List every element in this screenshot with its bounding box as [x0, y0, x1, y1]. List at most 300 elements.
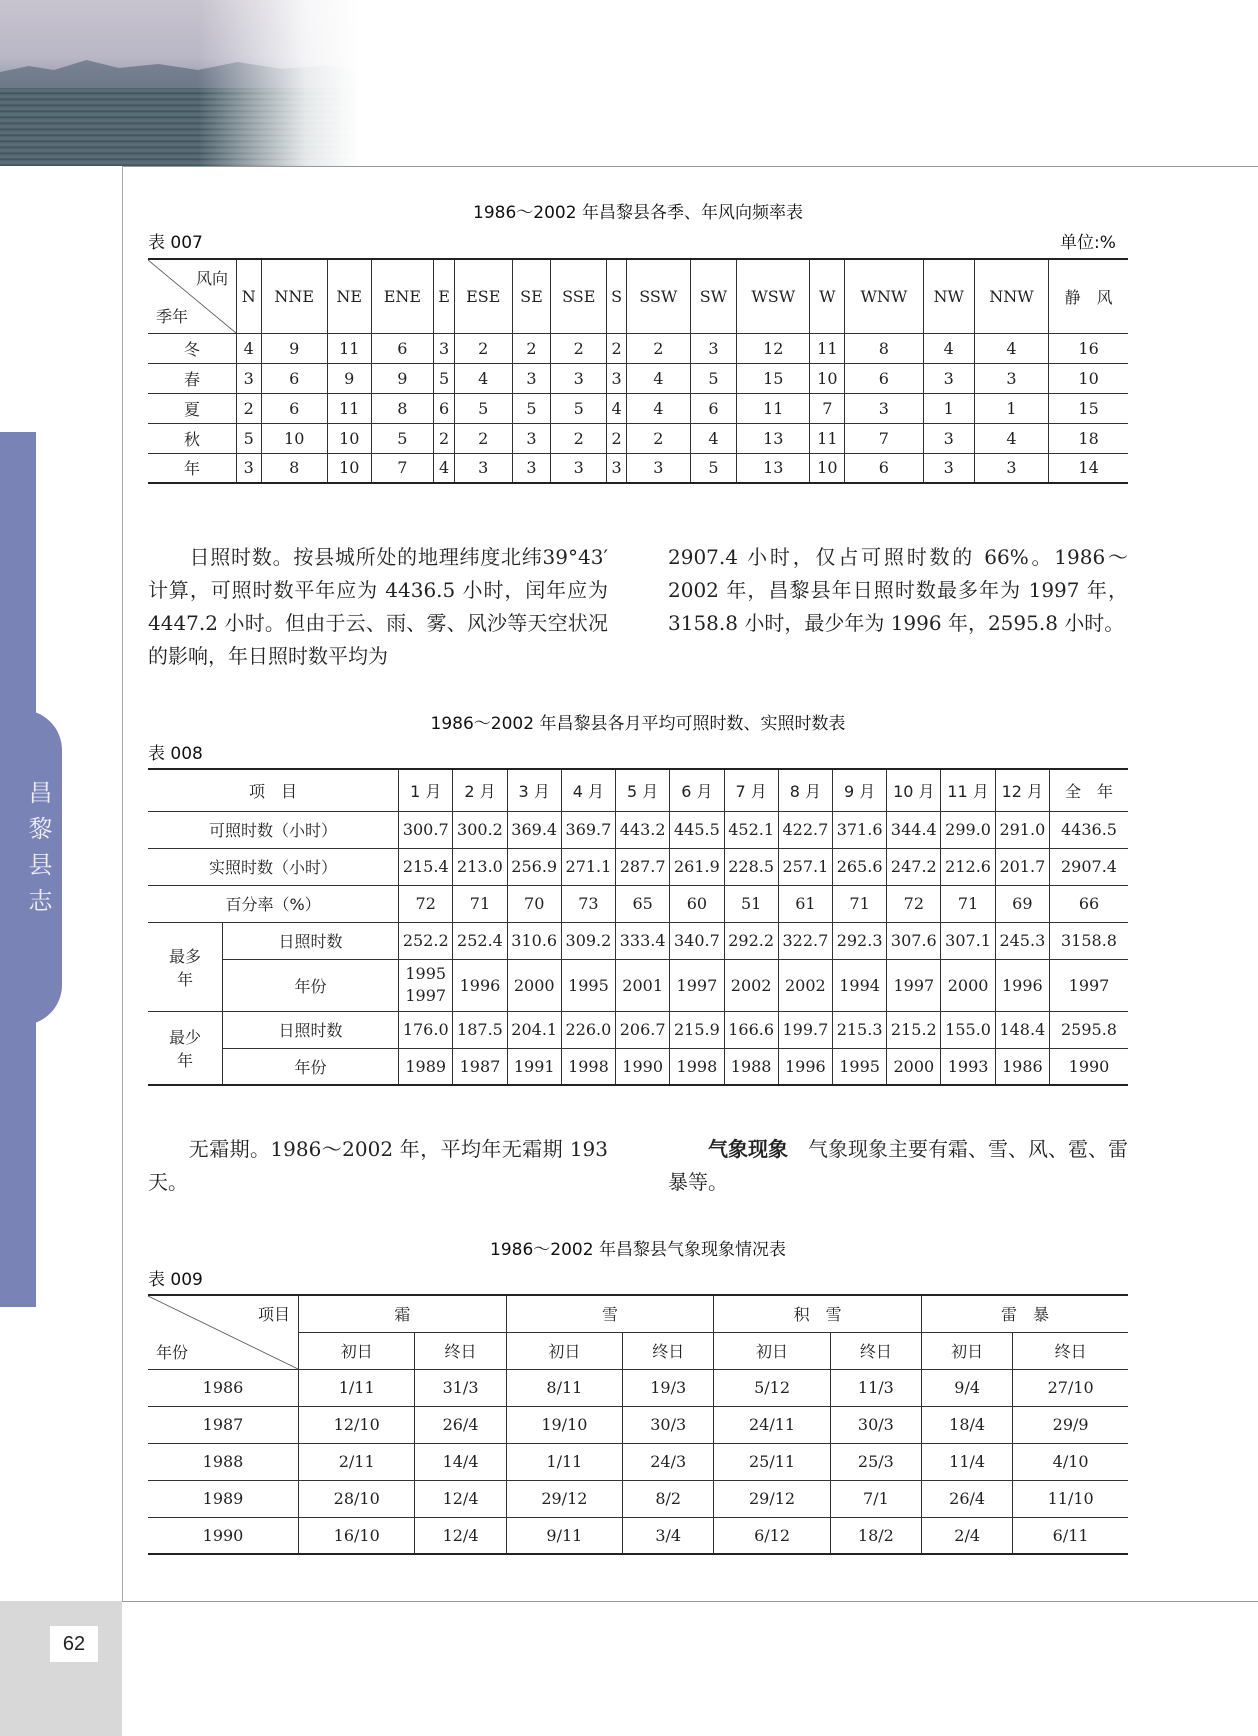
table-cell: 1986 [995, 1048, 1049, 1085]
table-cell: 28/10 [299, 1480, 415, 1517]
table-cell: 256.9 [507, 848, 561, 885]
max-year-group-label [148, 922, 223, 1011]
table-cell: 10 [327, 423, 371, 453]
sub-header: 初日 [714, 1332, 830, 1369]
table-cell: 11 [327, 393, 371, 423]
table-cell: 3 [512, 453, 551, 483]
table-cell: 2 [607, 423, 627, 453]
table-cell: 11/4 [922, 1443, 1013, 1480]
table-cell: 252.2 [399, 922, 453, 959]
month-header: 11 月 [941, 769, 995, 811]
table-cell: 8/2 [623, 1480, 714, 1517]
table-cell: 4 [434, 453, 455, 483]
table-cell: 155.0 [941, 1011, 995, 1048]
table-row [148, 1369, 1128, 1406]
table-row [148, 885, 1128, 922]
table-cell: 307.6 [887, 922, 941, 959]
table-cell: 6 [845, 363, 923, 393]
table-cell: 71 [453, 885, 507, 922]
row-label: 年份 [223, 1048, 399, 1085]
table-cell: 1991 [507, 1048, 561, 1085]
table-cell: 3 [607, 363, 627, 393]
column-header: SSE [551, 259, 607, 333]
table-cell: 443.2 [616, 811, 670, 848]
table-cell: 11/3 [830, 1369, 921, 1406]
row-label: 可照时数（小时） [148, 811, 399, 848]
table-cell: 65 [616, 885, 670, 922]
table-cell: 3 [512, 363, 551, 393]
table-cell: 226.0 [561, 1011, 615, 1048]
table-row [148, 393, 1128, 423]
table-row [148, 423, 1128, 453]
table-cell: 2 [454, 423, 512, 453]
table-cell: 26/4 [922, 1480, 1013, 1517]
table-cell: 15 [737, 363, 810, 393]
table-cell: 2 [626, 333, 690, 363]
table-cell: 215.2 [887, 1011, 941, 1048]
table-cell: 14/4 [415, 1443, 506, 1480]
table-cell: 8/11 [506, 1369, 622, 1406]
table-cell: 344.4 [887, 811, 941, 848]
table-cell: 2 [237, 393, 262, 423]
table-cell: 2 [607, 333, 627, 363]
table-cell: 4 [626, 393, 690, 423]
table-cell: 5/12 [714, 1369, 830, 1406]
table-cell: 9/11 [506, 1517, 622, 1554]
table-cell: 1997 [670, 959, 724, 1011]
table-cell: 5 [512, 393, 551, 423]
table-cell: 3 [454, 453, 512, 483]
group-label-line: 年 [176, 1050, 193, 1070]
table-cell: 148.4 [995, 1011, 1049, 1048]
table-cell: 11 [810, 423, 845, 453]
sub-header: 终日 [1013, 1332, 1128, 1369]
table-cell: 215.4 [399, 848, 453, 885]
table-cell: 15 [1049, 393, 1128, 423]
table-cell: 228.5 [724, 848, 778, 885]
table-cell: 1997 [1050, 959, 1129, 1011]
row-label: 1987 [148, 1406, 299, 1443]
table-row [148, 922, 1128, 959]
month-header: 全 年 [1050, 769, 1129, 811]
table-cell: 309.2 [561, 922, 615, 959]
table-cell: 1995 [832, 1048, 886, 1085]
row-label: 百分率（%） [148, 885, 399, 922]
table-cell: 1 [923, 393, 974, 423]
table-cell: 199.7 [778, 1011, 832, 1048]
table-cell: 2 [434, 423, 455, 453]
month-header: 2 月 [453, 769, 507, 811]
table-cell: 452.1 [724, 811, 778, 848]
table-cell: 2 [626, 423, 690, 453]
table-row [148, 1517, 1128, 1554]
table-cell: 3 [690, 333, 736, 363]
table-cell: 300.7 [399, 811, 453, 848]
table-cell: 2907.4 [1050, 848, 1129, 885]
column-header: E [434, 259, 455, 333]
table-cell: 6/12 [714, 1517, 830, 1554]
table-cell: 369.7 [561, 811, 615, 848]
table-row [148, 811, 1128, 848]
column-header: NNE [261, 259, 327, 333]
table-cell: 25/3 [830, 1443, 921, 1480]
month-header: 4 月 [561, 769, 615, 811]
table-cell: 4 [607, 393, 627, 423]
table-cell: 13 [737, 453, 810, 483]
table-cell: 4 [237, 333, 262, 363]
table007-corner [148, 259, 237, 333]
table-cell: 292.2 [724, 922, 778, 959]
table-cell: 12/4 [415, 1480, 506, 1517]
table-cell: 4 [454, 363, 512, 393]
table-cell: 206.7 [616, 1011, 670, 1048]
table-cell: 6 [434, 393, 455, 423]
corner-top-label: 项目 [257, 1305, 290, 1324]
month-header: 6 月 [670, 769, 724, 811]
corner-top-label: 风向 [195, 269, 228, 288]
table-cell: 299.0 [941, 811, 995, 848]
table-cell: 8 [845, 333, 923, 363]
table-cell: 11 [737, 393, 810, 423]
table-cell: 25/11 [714, 1443, 830, 1480]
table-row [148, 1406, 1128, 1443]
table-cell: 445.5 [670, 811, 724, 848]
table-cell: 9 [327, 363, 371, 393]
column-header: ESE [454, 259, 512, 333]
table-cell: 2000 [507, 959, 561, 1011]
table-cell: 70 [507, 885, 561, 922]
table-cell: 307.1 [941, 922, 995, 959]
sunshine-hours-table [148, 768, 1128, 1086]
table007-tag: 表 007 [148, 233, 203, 253]
month-header: 1 月 [399, 769, 453, 811]
table-cell: 1997 [887, 959, 941, 1011]
table-cell: 3 [607, 453, 627, 483]
table-cell: 19/3 [623, 1369, 714, 1406]
table009-corner [148, 1295, 299, 1369]
table-cell: 6/11 [1013, 1517, 1128, 1554]
table-cell: 2595.8 [1050, 1011, 1129, 1048]
table-cell: 5 [454, 393, 512, 423]
table-cell: 1990 [616, 1048, 670, 1085]
sub-header: 终日 [623, 1332, 714, 1369]
table-cell: 1987 [453, 1048, 507, 1085]
table-cell: 71 [941, 885, 995, 922]
page-number-box [0, 1601, 122, 1736]
table-cell: 2001 [616, 959, 670, 1011]
table-cell: 18 [1049, 423, 1128, 453]
table-cell: 61 [778, 885, 832, 922]
table-cell: 7 [810, 393, 845, 423]
corner-bottom-label: 季年 [156, 306, 189, 326]
column-header: SSW [626, 259, 690, 333]
table-cell: 3 [551, 363, 607, 393]
table-cell: 5 [690, 453, 736, 483]
table-cell: 292.3 [832, 922, 886, 959]
column-header: WSW [737, 259, 810, 333]
table-cell: 4436.5 [1050, 811, 1129, 848]
table-cell: 11/10 [1013, 1480, 1128, 1517]
table-cell: 6 [371, 333, 434, 363]
table-cell: 66 [1050, 885, 1129, 922]
table-cell: 11 [327, 333, 371, 363]
table-cell: 252.4 [453, 922, 507, 959]
group-label-line: 年 [176, 969, 193, 989]
frost-free-paragraph: 无霜期。1986～2002 年，平均年无霜期 193 天。 [148, 1137, 608, 1194]
table-row [148, 333, 1128, 363]
table-cell: 10 [261, 423, 327, 453]
table-cell: 30/3 [830, 1406, 921, 1443]
table-cell: 3 [551, 453, 607, 483]
column-header: S [607, 259, 627, 333]
row-label: 实照时数（小时） [148, 848, 399, 885]
column-header: NNW [974, 259, 1048, 333]
table-cell: 2002 [724, 959, 778, 1011]
year-line: 1995 [405, 964, 447, 983]
table-cell: 6 [845, 453, 923, 483]
table-cell: 24/11 [714, 1406, 830, 1443]
table-cell: 6 [261, 363, 327, 393]
table-cell: 26/4 [415, 1406, 506, 1443]
column-header: WNW [845, 259, 923, 333]
table-cell: 1996 [995, 959, 1049, 1011]
row-label: 年份 [223, 959, 399, 1011]
table-cell: 2/4 [922, 1517, 1013, 1554]
table-cell: 4 [690, 423, 736, 453]
header-landscape-photo [0, 0, 360, 166]
table-cell: 2000 [887, 1048, 941, 1085]
table-cell: 257.1 [778, 848, 832, 885]
table-row [148, 848, 1128, 885]
table-cell: 18/4 [922, 1406, 1013, 1443]
row-label: 日照时数 [223, 1011, 399, 1048]
table-cell: 29/12 [714, 1480, 830, 1517]
table-cell: 2002 [778, 959, 832, 1011]
row-label: 日照时数 [223, 922, 399, 959]
table-cell: 12 [737, 333, 810, 363]
month-header: 3 月 [507, 769, 561, 811]
min-year-group-label [148, 1011, 223, 1085]
table009-caption: 1986～2002 年昌黎县气象现象情况表 [490, 1240, 786, 1260]
table-cell: 1998 [670, 1048, 724, 1085]
column-header: 静 风 [1049, 259, 1128, 333]
column-header: W [810, 259, 845, 333]
table-cell: 213.0 [453, 848, 507, 885]
month-header: 7 月 [724, 769, 778, 811]
group-label-line: 最多 [168, 946, 201, 966]
table-cell: 9/4 [922, 1369, 1013, 1406]
table-cell: 2 [512, 333, 551, 363]
column-header: SE [512, 259, 551, 333]
table-cell: 5 [551, 393, 607, 423]
table-row [148, 1443, 1128, 1480]
table-cell: 2 [551, 333, 607, 363]
column-header: SW [690, 259, 736, 333]
table-row [148, 1011, 1128, 1048]
group-header: 雷 暴 [922, 1295, 1128, 1332]
table-cell: 5 [434, 363, 455, 393]
weather-phenomena-table [148, 1294, 1128, 1555]
wind-frequency-table [148, 258, 1128, 484]
column-header: N [237, 259, 262, 333]
sunshine-paragraph-right: 2907.4 小时，仅占可照时数的 66%。1986～2002 年，昌黎县年日照时数最多年为 1997 年，3158.8 小时，最少年为 1996 年，2595.8 小时。 [668, 545, 1128, 635]
table-cell: 166.6 [724, 1011, 778, 1048]
table-cell: 3 [434, 333, 455, 363]
table-cell: 369.4 [507, 811, 561, 848]
table-cell: 300.2 [453, 811, 507, 848]
table-cell: 3 [923, 453, 974, 483]
table-cell: 4 [974, 423, 1048, 453]
table-cell: 371.6 [832, 811, 886, 848]
table-cell: 18/2 [830, 1517, 921, 1554]
page-number: 62 [50, 1626, 98, 1662]
row-label: 年 [148, 453, 237, 483]
weather-paragraph [668, 1133, 1128, 1199]
row-label: 1989 [148, 1480, 299, 1517]
month-header: 9 月 [832, 769, 886, 811]
sub-header: 初日 [299, 1332, 415, 1369]
group-header: 积 雪 [714, 1295, 922, 1332]
table-cell: 212.6 [941, 848, 995, 885]
row-label: 1988 [148, 1443, 299, 1480]
table-cell: 1995 [561, 959, 615, 1011]
table-cell: 31/3 [415, 1369, 506, 1406]
table-cell: 6 [261, 393, 327, 423]
row-label: 1990 [148, 1517, 299, 1554]
table-cell: 333.4 [616, 922, 670, 959]
table007-caption: 1986～2002 年昌黎县各季、年风向频率表 [473, 203, 803, 223]
table-cell: 271.1 [561, 848, 615, 885]
table-row [148, 363, 1128, 393]
table-cell: 245.3 [995, 922, 1049, 959]
table-cell: 310.6 [507, 922, 561, 959]
footer-rule [122, 1601, 1258, 1602]
table-cell: 1988 [724, 1048, 778, 1085]
table-cell: 1989 [399, 1048, 453, 1085]
table-cell: 265.6 [832, 848, 886, 885]
table-cell: 1 [974, 393, 1048, 423]
table-cell: 2/11 [299, 1443, 415, 1480]
table-cell: 3 [974, 453, 1048, 483]
table-cell: 51 [724, 885, 778, 922]
table-cell: 5 [237, 423, 262, 453]
table-cell: 16 [1049, 333, 1128, 363]
table-cell: 69 [995, 885, 1049, 922]
table-cell: 27/10 [1013, 1369, 1128, 1406]
table-cell: 73 [561, 885, 615, 922]
table-cell: 5 [690, 363, 736, 393]
table-cell: 9 [371, 363, 434, 393]
table-cell [399, 959, 453, 1011]
table-cell: 72 [399, 885, 453, 922]
table-cell: 422.7 [778, 811, 832, 848]
row-label: 春 [148, 363, 237, 393]
table-cell: 187.5 [453, 1011, 507, 1048]
table-cell: 10 [327, 453, 371, 483]
table-cell: 201.7 [995, 848, 1049, 885]
column-header: ENE [371, 259, 434, 333]
table-cell: 261.9 [670, 848, 724, 885]
table-cell: 215.9 [670, 1011, 724, 1048]
table-cell: 2000 [941, 959, 995, 1011]
table-cell: 1996 [778, 1048, 832, 1085]
item-header: 项 目 [148, 769, 399, 811]
table-cell: 8 [371, 393, 434, 423]
table-cell: 204.1 [507, 1011, 561, 1048]
table-cell: 3 [974, 363, 1048, 393]
table-cell: 7 [845, 423, 923, 453]
table-cell: 3 [923, 423, 974, 453]
table-cell: 1/11 [506, 1443, 622, 1480]
table-cell: 3 [512, 423, 551, 453]
table-cell: 10 [810, 453, 845, 483]
table-cell: 322.7 [778, 922, 832, 959]
table-cell: 16/10 [299, 1517, 415, 1554]
table-cell: 5 [371, 423, 434, 453]
sub-header: 初日 [922, 1332, 1013, 1369]
month-header: 8 月 [778, 769, 832, 811]
table-cell: 215.3 [832, 1011, 886, 1048]
table-cell: 29/12 [506, 1480, 622, 1517]
table-cell: 72 [887, 885, 941, 922]
sub-header: 终日 [830, 1332, 921, 1369]
table-cell: 176.0 [399, 1011, 453, 1048]
table-cell: 4/10 [1013, 1443, 1128, 1480]
table-cell: 2 [551, 423, 607, 453]
table-cell: 247.2 [887, 848, 941, 885]
table-cell: 30/3 [623, 1406, 714, 1443]
table-cell: 340.7 [670, 922, 724, 959]
table-cell: 6 [690, 393, 736, 423]
table-cell: 10 [1049, 363, 1128, 393]
table-row [148, 1048, 1128, 1085]
sub-header: 终日 [415, 1332, 506, 1369]
table-cell: 1993 [941, 1048, 995, 1085]
table-cell: 1/11 [299, 1369, 415, 1406]
table-cell: 4 [923, 333, 974, 363]
table-cell: 60 [670, 885, 724, 922]
table008-caption: 1986～2002 年昌黎县各月平均可照时数、实照时数表 [430, 714, 846, 734]
row-label: 夏 [148, 393, 237, 423]
table-cell: 2 [454, 333, 512, 363]
side-title: 昌黎县志 [24, 780, 52, 924]
table-cell: 3158.8 [1050, 922, 1129, 959]
table-cell: 71 [832, 885, 886, 922]
group-header: 雪 [506, 1295, 714, 1332]
month-header: 10 月 [887, 769, 941, 811]
table-cell: 7 [371, 453, 434, 483]
sub-header: 初日 [506, 1332, 622, 1369]
table-cell: 291.0 [995, 811, 1049, 848]
weather-text: 气象现象主要有霜、雪、风、雹、雷暴等。 [668, 1137, 1128, 1194]
table-cell: 1998 [561, 1048, 615, 1085]
table-cell: 12/4 [415, 1517, 506, 1554]
margin-rule [122, 166, 123, 1602]
table-cell: 3 [923, 363, 974, 393]
table-cell: 14 [1049, 453, 1128, 483]
table-cell: 11 [810, 333, 845, 363]
table-cell: 1996 [453, 959, 507, 1011]
weather-heading: 气象现象 [708, 1137, 788, 1161]
group-label-line: 最少 [168, 1027, 201, 1047]
year-line: 1997 [405, 986, 447, 1005]
group-header: 霜 [299, 1295, 507, 1332]
table-cell: 287.7 [616, 848, 670, 885]
table-cell: 10 [810, 363, 845, 393]
table007-unit: 单位:% [1060, 233, 1116, 253]
table-cell: 3 [237, 363, 262, 393]
table-cell: 4 [974, 333, 1048, 363]
